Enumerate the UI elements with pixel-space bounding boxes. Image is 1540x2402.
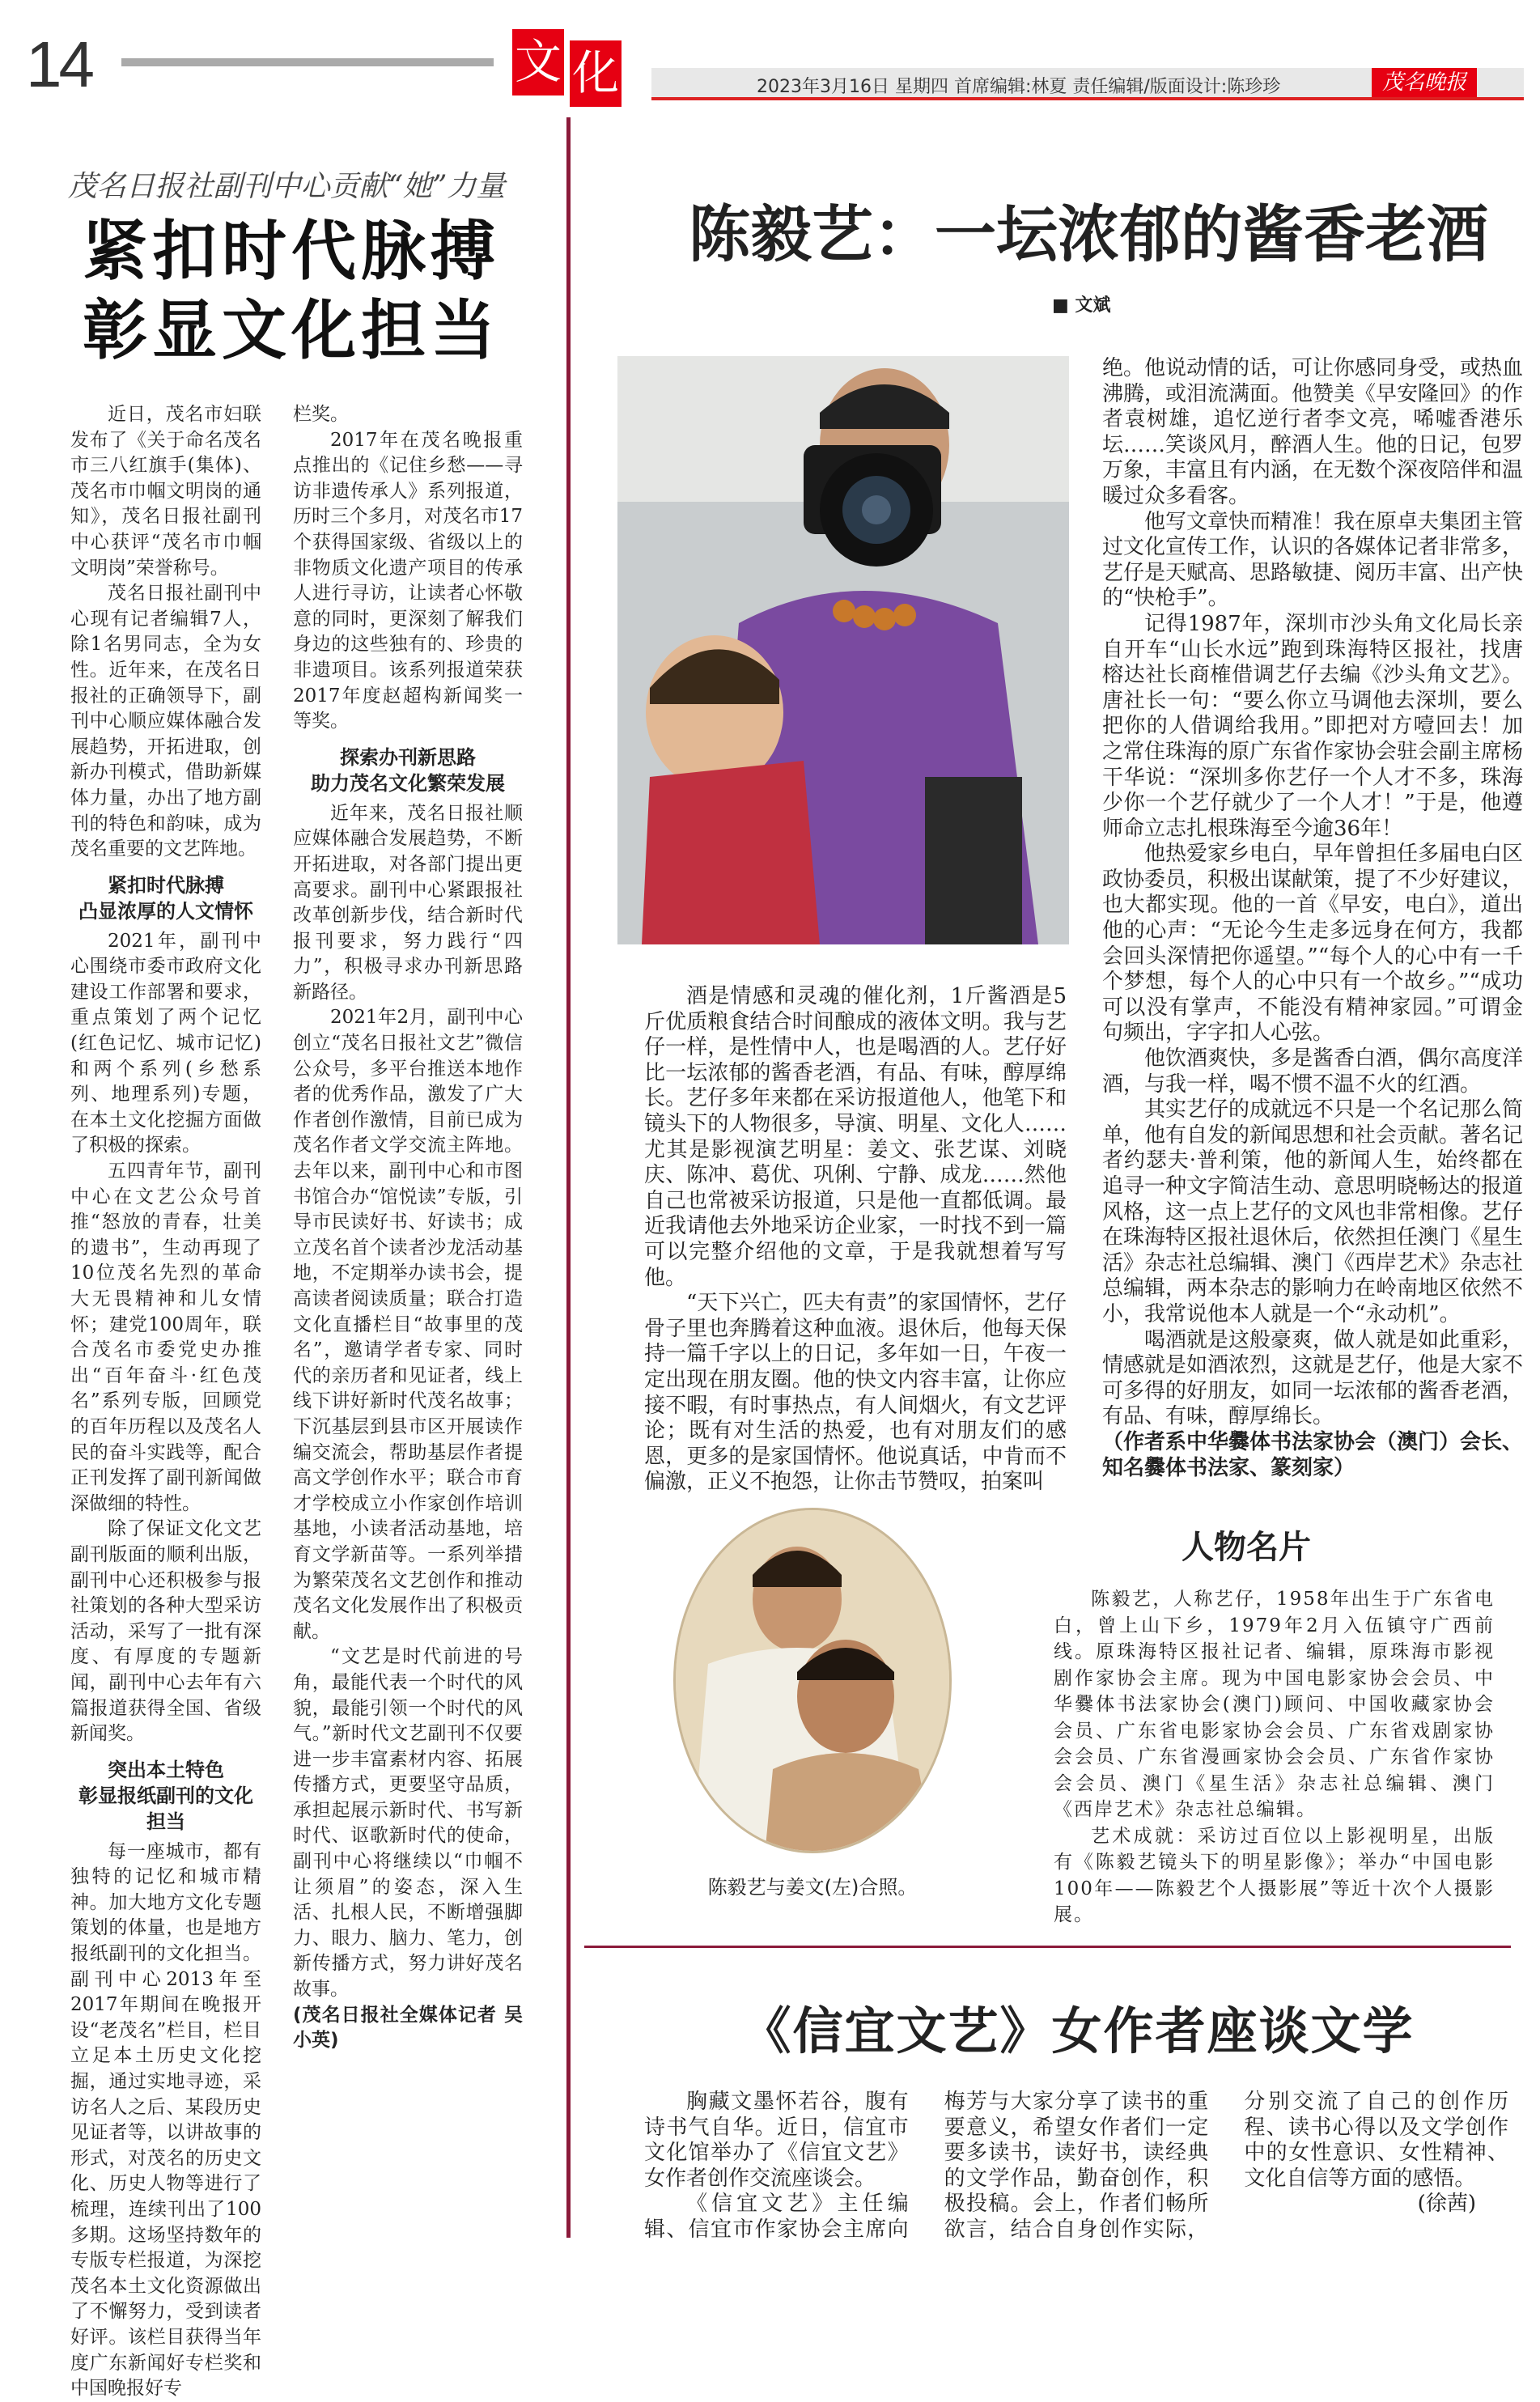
paragraph: 2017年在茂名晚报重点推出的《记住乡愁——寻访非遗传承人》系列报道，历时三个多月，对茂名市17个获得国家级、省级以上的非物质文化遗产项目的传承人进行寻访，让读者心怀敬意的同时，更深刻了解我们身边的这些独有的、珍贵的非遗项目。该系列报道荣获2017年度赵超构新闻奖一等奖。	[293, 429, 523, 732]
byline: (茂名日报社全媒体记者 吴小英)	[293, 2004, 523, 2052]
bottom-paragraph: 《信宜文艺》主任编辑、信宜市作家协会主席向梅芳与大家分享了读书的重要意义，希望女作者们一定要多读书，读好书，读经典的文学作品，勤奋创作，积极投稿。会上，作者们畅所欲言，结合自身创作实际，分别交流了自己的创作历程、读书心得以及文学创作中的女性意识、女性精神、文化自信等方面的感悟。	[644, 2090, 1508, 2242]
profile-paragraph: 陈毅艺，人称艺仔，1958年出生于广东省电白，曾上山下乡，1979年2月入伍镇守广西前线。原珠海特区报社记者、编辑，原珠海市影视剧作家协会主席。现为中国电影家协会会员、中华爨体书法家协会(澳门)顾问、中国收藏家协会会员、广东省电影家协会会员、广东省戏剧家协会会员、广东省漫画家协会会员、广东省作家协会会员、澳门《星生活》杂志社总编辑、澳门《西岸艺术》杂志社总编辑。	[1054, 1589, 1495, 1820]
paragraph: 绝。他说动情的话，可让你感同身受，或热血沸腾，或泪流满面。他赞美《早安隆回》的作者袁树雄，追忆逆行者李文亮，唏嘘香港乐坛……笑谈风月，醉酒人生。他的日记，包罗万象，丰富且有内涵，在无数个深夜陪伴和温暖过众多看客。	[1102, 356, 1524, 508]
column-divider	[566, 117, 571, 2238]
paragraph: 他写文章快而精准！我在原卓夫集团主管过文化宣传工作，认识的各媒体记者非常多，艺仔是天赋高、思路敏捷、阅历丰富、出产快的“快枪手”。	[1102, 509, 1524, 611]
author-note: （作者系中华爨体书法家协会（澳门）会长、知名爨体书法家、篆刻家）	[1102, 1429, 1524, 1480]
subheading-line: 探索办刊新思路	[340, 745, 476, 769]
paragraph: “天下兴亡，匹夫有责”的家国情怀，艺仔骨子里也奔腾着这种血液。退休后，他每天保持一篇千字以上的日记，多年如一日，午夜一定出现在朋友圈。他的快文内容丰富，让你应接不暇，有时事热点，有人间烟火，有文艺评论；既有对生活的热爱，也有对朋友们的感恩，更多的是家国情怀。他说真话，中肯而不偏激，正义不抱怨，让你击节赞叹，拍案叫	[644, 1291, 1067, 1495]
section-label-char: 化	[570, 40, 622, 107]
profile-paragraph: 艺术成就：采访过百位以上影视明星，出版有《陈毅艺镜头下的明星影像》；举办“中国电影100年——陈毅艺个人摄影展”等近十次个人摄影展。	[1054, 1825, 1495, 1925]
paragraph: 每一座城市，都有独特的记忆和城市精神。加大地方文化专题策划的体量，也是地方报纸副刊的文化担当。副刊中心2013年至2017年期间在晚报开设“老茂名”栏目，栏目立足本土历史文化挖掘，通过实地寻迹，采访名人之后、某段历史见证者等，以讲故事的形式，对茂名的历史文化、历史人物等进行了梳理，连续刊出了100多期。这场坚持数年的专版专栏报道，为深挖茂名本土文化资源做出了不懈努力，受到读者好评。该栏目获得当年度广东新闻好专栏奖和中国晚报好专	[70, 1840, 261, 2400]
left-headline-line: 紧扣时代脉搏	[83, 213, 500, 289]
paragraph: 喝酒就是这般豪爽，做人就是如此重彩，情感就是如酒浓烈，这就是艺仔，他是大家不可多得的好朋友，如同一坛浓郁的酱香老酒，有品、有味，醇厚绵长。	[1102, 1327, 1524, 1429]
left-article-col2	[293, 402, 523, 2054]
paragraph: 除了保证文化文艺副刊版面的顺利出版，副刊中心还积极参与报社策划的各种大型采访活动，采写了一批有深度、有厚度的专题新闻，副刊中心去年有六篇报道获得全国、省级新闻奖。	[70, 1518, 261, 1745]
section-label-char: 文	[512, 29, 564, 95]
profile-card-body	[1054, 1586, 1495, 1929]
main-article-body-part2	[1102, 356, 1523, 1481]
subheading	[70, 1757, 261, 1835]
bottom-article-body	[644, 2090, 1508, 2243]
main-article-body-part1	[644, 984, 1067, 1496]
left-headline-line: 彰显文化担当	[83, 292, 500, 368]
main-article-title: 陈毅艺：一坛浓郁的酱香老酒	[689, 198, 1488, 270]
left-kicker: 茂名日报社副刊中心贡献“她”力量	[67, 170, 506, 203]
paragraph: 其实艺仔的成就远不只是一个名记那么简单，他有自发的新闻思想和社会贡献。著名记者约瑟夫·普利策，他的新闻人生，始终都在追寻一种文字简洁生动、意思明晓畅达的报道风格，这一点上艺仔的文风也非常相像。艺仔在珠海特区报社退休后，依然担任澳门《星生活》杂志社总编辑、澳门《西岸艺术》杂志社总编辑，两本杂志的影响力在岭南地区依然不小，我常说他本人就是一个“永动机”。	[1102, 1097, 1524, 1326]
bottom-article-title: 《信宜文艺》女作者座谈文学	[740, 2001, 1415, 2060]
paragraph: 2021年，副刊中心围绕市委市政府文化建设工作部署和要求，重点策划了两个记忆(红色记忆、城市记忆)和两个系列(乡愁系列、地理系列)专题，在本土文化挖掘方面做了积极的探索。	[70, 930, 261, 1156]
paragraph: 五四青年节，副刊中心在文艺公众号首推“怒放的青春，壮美的遗书”，生动再现了10位茂名先烈的革命大无畏精神和儿女情怀；建党100周年，联合茂名市委党史办推出“百年奋斗·红色茂名”系列专版，回顾党的百年历程以及茂名人民的奋斗实践等，配合正刊发挥了副刊新闻做深做细的特性。	[70, 1161, 261, 1514]
subheading-line: 紧扣时代脉搏	[108, 873, 224, 897]
bottom-paragraph: 胸藏文墨怀若谷，腹有诗书气自华。近日，信宜市文化馆举办了《信宜文艺》女作者创作交流座谈会。	[644, 2090, 909, 2191]
subheading	[293, 745, 523, 796]
paragraph: 栏奖。	[293, 404, 349, 425]
section-divider	[584, 1946, 1511, 1948]
paragraph: “文艺是时代前进的号角，最能代表一个时代的风貌，最能引领一个时代的风气。”新时代文艺副刊不仅要进一步丰富素材内容、拓展传播方式，更要坚守品质，承担起展示新时代、书写新时代、讴歌新时代的使命，副刊中心将继续以“巾帼不让须眉”的姿态，深入生活、扎根人民，不断增强脚力、眼力、脑力、笔力，创新传播方式，努力讲好茂名故事。	[293, 1646, 523, 2001]
subheading-line: 助力茂名文化繁荣发展	[311, 771, 505, 795]
paragraph: 近年来，茂名日报社顺应媒体融合发展趋势，不断开拓进取，对各部门提出更高要求。副刊中心紧跟报社改革创新步伐，结合新时代报刊要求，努力践行“四力”，积极寻求办刊新思路新路径。	[293, 802, 523, 1003]
bottom-byline: (徐茜)	[1417, 2192, 1476, 2217]
profile-card-title: 人物名片	[1182, 1529, 1311, 1566]
paragraph: 茂名日报社副刊中心现有记者编辑7人，除1名男同志，全为女性。近年来，在茂名日报社的正确领导下，副刊中心顺应媒体融合发展趋势，开拓进取，创新办刊模式，借助新媒体力量，办出了地方副刊的特色和韵味，成为茂名重要的文艺阵地。	[70, 583, 261, 860]
subheading-line: 突出本土特色	[108, 1758, 224, 1781]
paragraph: 近日，茂名市妇联发布了《关于命名茂名市三八红旗手(集体)、茂名市巾帼文明岗的通知》，茂名日报社副刊中心获评“茂名市巾帼文明岗”荣誉称号。	[70, 404, 261, 579]
main-article-author: ■ 文斌	[1052, 295, 1111, 316]
paragraph: 他饮酒爽快，多是酱香白酒，偶尔高度洋酒，与我一样，喝不惯不温不火的红酒。	[1102, 1046, 1524, 1097]
subheading-line: 凸显浓厚的人文情怀	[78, 899, 253, 923]
paragraph: 2021年2月，副刊中心创立“茂名日报社文艺”微信公众号，多平台推送本地作者的优秀作品，激发了广大作者创作激情，目前已成为茂名作者文学交流主阵地。去年以来，副刊中心和市图书馆合办“馆悦读”专版，引导市民读好书、好读书；成立茂名首个读者沙龙活动基地，不定期举办读书会，提高读者阅读质量；联合打造文化直播栏目“故事里的茂名”，邀请学者专家、同时代的亲历者和见证者，线上线下讲好新时代茂名故事；下沉基层到县市区开展读作编交流会，帮助基层作者提高文学创作水平；联合市育才学校成立小作家创作培训基地，小读者活动基地，培育文学新苗等。一系列举措为繁荣茂名文艺创作和推动茂名文化发展作出了积极贡献。	[293, 1007, 523, 1642]
header-rule	[121, 58, 494, 66]
paragraph: 酒是情感和灵魂的催化剂，1斤酱酒是5斤优质粮食结合时间酿成的液体文明。我与艺仔一样，是性情中人，也是喝酒的人。艺仔好比一坛浓郁的酱香老酒，有品、有味，醇厚绵长。艺仔多年来都在采访报道他人，他笔下和镜头下的人物很多，导演、明星、文化人……尤其是影视演艺明星：姜文、张艺谋、刘晓庆、陈冲、葛优、巩俐、宁静、成龙……然他自己也常被采访报道，只是他一直都低调。最近我请他去外地采访企业家，一时找不到一篇可以完整介绍他的文章，于是我就想着写写他。	[644, 984, 1067, 1290]
paper-logo: 茂名晚报	[1372, 68, 1477, 97]
paragraph: 他热爱家乡电白，早年曾担任多届电白区政协委员，积极出谋献策，提了不少好建议，也大都实现。他的一首《早安，电白》，道出他的心声：“无论今生走多远身在何方，我都会回头深情把你遥望。”“每个人的心中有一千个梦想，每个人的心中只有一个故乡。”“成功可以没有掌声，不能没有精神家园。”可谓金句频出，字字扣人心弦。	[1102, 842, 1524, 1046]
subheading-line: 彰显报纸副刊的文化担当	[78, 1784, 253, 1833]
photo-caption: 陈毅艺与姜文(左)合照。	[707, 1876, 918, 1899]
left-article-col1	[70, 402, 261, 2402]
paragraph: 记得1987年，深圳市沙头角文化局长亲自开车“山长水远”跑到珠海特区报社，找唐榕达社长商榷借调艺仔去编《沙头角文艺》。唐社长一句：“要么你立马调他去深圳，要么把你的人借调给我用。”即把对方噎回去！加之常住珠海的原广东省作家协会驻会副主席杨干华说：“深圳多你艺仔一个人才不多，珠海少你一个艺仔就少了一个人才！”于是，他遵师命立志扎根珠海至今逾36年！	[1102, 611, 1524, 841]
page-number: 14	[26, 28, 91, 100]
subheading	[70, 872, 261, 924]
group-photo	[673, 1508, 952, 1853]
photographer-photo	[617, 356, 1069, 944]
date-line: 2023年3月16日 星期四 首席编辑:林夏 责任编辑/版面设计:陈珍珍	[757, 77, 1281, 97]
